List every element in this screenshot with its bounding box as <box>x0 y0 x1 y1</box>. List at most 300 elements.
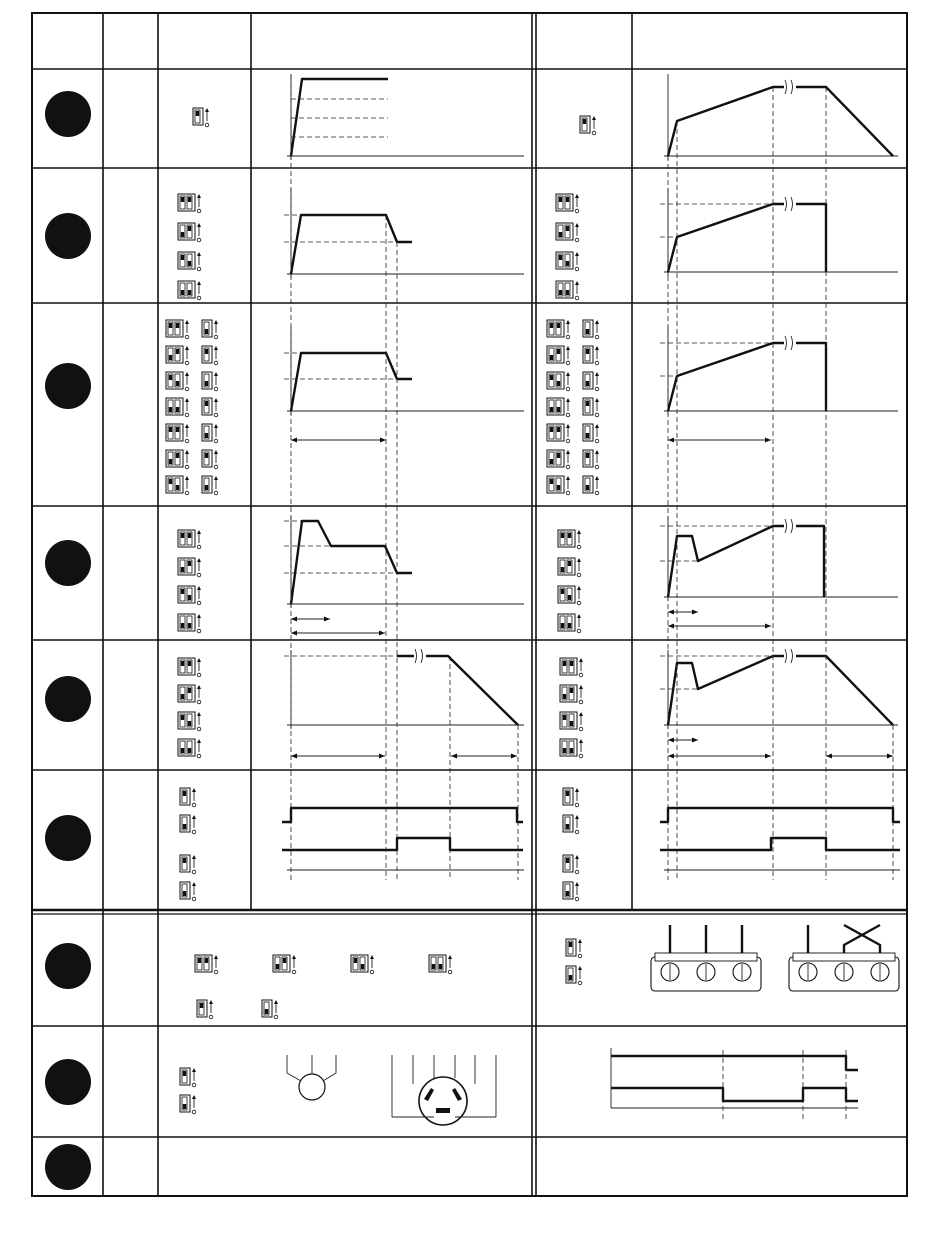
arrow-head <box>292 955 296 959</box>
dip-switch-icon <box>583 476 599 495</box>
switch-lever <box>561 567 564 572</box>
arrow-head <box>592 116 596 120</box>
dip-switch-icon <box>556 252 579 271</box>
switch-lever <box>557 349 560 354</box>
off-mark <box>197 673 201 677</box>
switch-lever <box>561 623 564 628</box>
off-mark <box>578 981 582 985</box>
arrow-head <box>579 658 583 662</box>
switch-lever <box>181 623 184 628</box>
terminal-rail <box>793 953 895 961</box>
dip-switch-icon <box>580 116 596 135</box>
waveform-line <box>660 838 900 850</box>
switch-lever <box>583 119 586 124</box>
switch-lever <box>570 721 573 726</box>
dip-switch-icon <box>180 855 196 874</box>
off-mark <box>577 601 581 605</box>
switch-lever <box>568 623 571 628</box>
dip-switch-icon <box>558 614 581 633</box>
dip-switch-icon <box>273 955 296 974</box>
off-mark <box>185 491 189 495</box>
terminal-block-icon <box>651 925 761 991</box>
dip-switch-icon <box>202 476 218 495</box>
dip-switch-icon <box>556 194 579 213</box>
arrow-head <box>274 1000 278 1004</box>
switch-lever <box>569 942 572 947</box>
switch-lever <box>566 290 569 295</box>
dimension-arrow <box>291 438 297 443</box>
arrow-head <box>566 450 570 454</box>
switch-lever <box>176 407 179 412</box>
switch-lever <box>276 964 279 969</box>
arrow-head <box>566 372 570 376</box>
switch-lever <box>550 355 553 360</box>
off-mark <box>370 970 374 974</box>
arrow-head <box>578 939 582 943</box>
off-mark <box>197 601 201 605</box>
switch-lever <box>188 721 191 726</box>
waveform-line <box>282 808 523 822</box>
off-mark <box>214 387 218 391</box>
dip-switch-icon <box>166 424 189 443</box>
off-mark <box>192 897 196 901</box>
switch-lever <box>188 226 191 231</box>
dip-switch-icon <box>180 1068 196 1087</box>
switch-lever <box>283 958 286 963</box>
dip-switch-icon <box>166 398 189 417</box>
switch-lever <box>205 381 208 386</box>
dip-switch-icon <box>178 252 201 271</box>
arrow-head <box>575 281 579 285</box>
off-mark <box>209 1015 213 1019</box>
off-mark <box>595 387 599 391</box>
off-mark <box>192 1110 196 1114</box>
dimension-arrow <box>451 754 457 759</box>
terminal-block-icon <box>789 925 899 991</box>
arrow-head <box>197 685 201 689</box>
off-mark <box>566 491 570 495</box>
switch-lever <box>569 975 572 980</box>
switch-lever <box>169 459 172 464</box>
off-mark <box>292 970 296 974</box>
arrow-head <box>192 855 196 859</box>
dip-switch-icon <box>178 739 201 758</box>
switch-lever <box>183 858 186 863</box>
off-mark <box>185 439 189 443</box>
switch-lever <box>557 381 560 386</box>
dip-switch-icon <box>202 320 218 339</box>
off-mark <box>185 361 189 365</box>
dip-switch-icon <box>193 108 209 127</box>
switch-lever <box>550 427 553 432</box>
arrow-head <box>197 558 201 562</box>
dip-switch-icon <box>583 450 599 469</box>
dip-switch-icon <box>166 346 189 365</box>
waveform-line <box>668 87 893 156</box>
winding <box>436 1108 450 1113</box>
arrow-head <box>575 815 579 819</box>
off-mark <box>197 727 201 731</box>
filled-circle-icon <box>45 1059 91 1105</box>
waveform-line <box>282 838 523 850</box>
waveform-line <box>291 215 412 274</box>
arrow-head <box>595 398 599 402</box>
off-mark <box>214 439 218 443</box>
dimension-arrow <box>668 610 674 615</box>
dimension-arrow <box>765 624 771 629</box>
arrow-head <box>197 712 201 716</box>
arrow-head <box>192 788 196 792</box>
arrow-head <box>197 586 201 590</box>
switch-lever <box>561 533 564 538</box>
off-mark <box>575 897 579 901</box>
switch-lever <box>188 561 191 566</box>
dip-switch-icon <box>556 223 579 242</box>
switch-lever <box>586 401 589 406</box>
motor-icon <box>419 1077 467 1125</box>
off-mark <box>575 296 579 300</box>
switch-lever <box>181 589 184 594</box>
switch-lever <box>568 561 571 566</box>
switch-lever <box>205 349 208 354</box>
switch-lever <box>181 694 184 699</box>
motor-lead <box>287 1055 301 1081</box>
dip-switch-icon <box>351 955 374 974</box>
waveform-line <box>660 808 900 822</box>
off-mark <box>566 387 570 391</box>
switch-lever <box>550 323 553 328</box>
dip-switch-icon <box>202 372 218 391</box>
switch-lever <box>188 595 191 600</box>
off-mark <box>595 413 599 417</box>
arrow-head <box>185 372 189 376</box>
dip-switch-icon <box>178 685 201 704</box>
arrow-head <box>185 424 189 428</box>
switch-lever <box>557 407 560 412</box>
arrow-head <box>192 882 196 886</box>
arrow-head <box>214 424 218 428</box>
off-mark <box>592 131 596 135</box>
switch-lever <box>561 589 564 594</box>
arrow-head <box>448 955 452 959</box>
arrow-head <box>579 685 583 689</box>
arrow-head <box>214 955 218 959</box>
arrow-head <box>595 476 599 480</box>
arrow-head <box>197 739 201 743</box>
dip-switch-icon <box>563 815 579 834</box>
switch-lever <box>557 323 560 328</box>
switch-lever <box>550 375 553 380</box>
waveform-line <box>668 204 826 272</box>
motor-icon <box>299 1074 325 1100</box>
arrow-head <box>214 398 218 402</box>
dip-switch-icon <box>563 882 579 901</box>
off-mark <box>192 830 196 834</box>
dip-switch-icon <box>166 320 189 339</box>
switch-lever <box>563 748 566 753</box>
dip-switch-icon <box>583 424 599 443</box>
off-mark <box>595 491 599 495</box>
arrow-head <box>575 788 579 792</box>
switch-lever <box>563 694 566 699</box>
off-mark <box>197 238 201 242</box>
dip-switch-icon <box>583 398 599 417</box>
arrow-head <box>595 320 599 324</box>
arrow-head <box>577 558 581 562</box>
switch-lever <box>188 533 191 538</box>
off-mark <box>214 413 218 417</box>
dimension-arrow <box>291 631 297 636</box>
switch-lever <box>169 355 172 360</box>
waveform-line <box>291 79 388 156</box>
off-mark <box>185 335 189 339</box>
arrow-head <box>214 476 218 480</box>
filled-circle-icon <box>45 676 91 722</box>
switch-lever <box>586 453 589 458</box>
off-mark <box>575 870 579 874</box>
dimension-arrow <box>511 754 517 759</box>
arrow-head <box>185 398 189 402</box>
off-mark <box>448 970 452 974</box>
switch-lever <box>176 453 179 458</box>
arrow-head <box>197 658 201 662</box>
arrow-head <box>209 1000 213 1004</box>
arrow-head <box>595 346 599 350</box>
dimension-arrow <box>692 610 698 615</box>
switch-lever <box>586 329 589 334</box>
dimension-arrow <box>826 754 832 759</box>
dip-switch-icon <box>178 712 201 731</box>
off-mark <box>579 727 583 731</box>
switch-lever <box>354 958 357 963</box>
arrow-head <box>566 398 570 402</box>
off-mark <box>192 803 196 807</box>
arrow-head <box>575 223 579 227</box>
dip-switch-icon <box>547 346 570 365</box>
dimension-arrow <box>668 738 674 743</box>
dip-switch-icon <box>560 658 583 677</box>
dip-switch-icon <box>166 372 189 391</box>
off-mark <box>197 267 201 271</box>
off-mark <box>214 491 218 495</box>
switch-lever <box>570 748 573 753</box>
arrow-head <box>185 320 189 324</box>
arrow-head <box>197 614 201 618</box>
arrow-head <box>566 346 570 350</box>
arrow-head <box>185 476 189 480</box>
switch-lever <box>550 479 553 484</box>
switch-lever <box>568 533 571 538</box>
dip-switch-icon <box>558 530 581 549</box>
dip-switch-icon <box>429 955 452 974</box>
switch-lever <box>188 197 191 202</box>
arrow-head <box>579 712 583 716</box>
switch-lever <box>181 748 184 753</box>
dip-switch-icon <box>563 855 579 874</box>
switch-lever <box>183 824 186 829</box>
table-grid <box>32 13 907 1196</box>
dip-switch-icon <box>180 1095 196 1114</box>
switch-lever <box>169 323 172 328</box>
switch-lever <box>176 427 179 432</box>
arrow-head <box>197 530 201 534</box>
arrow-head <box>214 450 218 454</box>
dip-switch-icon <box>560 712 583 731</box>
dip-switch-icon <box>560 685 583 704</box>
filled-circle-icon <box>45 540 91 586</box>
arrow-head <box>214 346 218 350</box>
switch-lever <box>361 964 364 969</box>
off-mark <box>214 970 218 974</box>
dimension-arrow <box>668 624 674 629</box>
switch-lever <box>563 661 566 666</box>
switch-lever <box>205 453 208 458</box>
off-mark <box>595 465 599 469</box>
connection-drawings <box>287 925 899 1125</box>
switch-lever <box>176 349 179 354</box>
off-mark <box>205 123 209 127</box>
switch-lever <box>550 407 553 412</box>
arrow-head <box>192 1068 196 1072</box>
dip-switch-icon <box>178 530 201 549</box>
arrow-head <box>197 194 201 198</box>
table-border <box>32 13 907 1196</box>
switch-lever <box>169 407 172 412</box>
arrow-head <box>575 882 579 886</box>
switch-lever <box>188 661 191 666</box>
arrow-head <box>575 252 579 256</box>
waveform-line <box>397 656 518 725</box>
terminal-rail <box>655 953 757 961</box>
switch-lever <box>181 567 184 572</box>
dimension-arrow <box>692 738 698 743</box>
dip-switch-icon <box>566 939 582 958</box>
off-mark <box>566 439 570 443</box>
dip-switch-icon <box>180 815 196 834</box>
arrow-head <box>197 223 201 227</box>
arrow-head <box>566 476 570 480</box>
switch-lever <box>566 226 569 231</box>
dip-switch-icon <box>547 424 570 443</box>
switch-lever <box>586 433 589 438</box>
off-mark <box>578 954 582 958</box>
dip-switch-icon <box>166 476 189 495</box>
arrow-head <box>578 966 582 970</box>
dip-switch-icon <box>560 739 583 758</box>
filled-circle-icon <box>45 91 91 137</box>
switch-lever <box>188 261 191 266</box>
filled-circle-icon <box>45 363 91 409</box>
switch-lever <box>205 433 208 438</box>
switch-lever <box>183 791 186 796</box>
dip-switch-icon <box>178 586 201 605</box>
waveform-line <box>291 353 412 411</box>
dip-switch-icon <box>202 424 218 443</box>
arrow-head <box>595 450 599 454</box>
off-mark <box>197 545 201 549</box>
arrow-head <box>595 424 599 428</box>
dip-switch-icon <box>178 558 201 577</box>
dip-switch-icon <box>547 372 570 391</box>
switch-lever <box>566 197 569 202</box>
dimension-arrow <box>291 754 297 759</box>
switch-lever <box>550 459 553 464</box>
off-mark <box>214 335 218 339</box>
dimension-arrow <box>379 754 385 759</box>
switch-lever <box>566 791 569 796</box>
arrow-head <box>197 252 201 256</box>
off-mark <box>197 573 201 577</box>
switch-lever <box>181 197 184 202</box>
switch-lever <box>557 453 560 458</box>
switch-lever <box>586 349 589 354</box>
off-mark <box>185 465 189 469</box>
filled-circle-icon <box>45 1144 91 1190</box>
waveform-line <box>611 1088 858 1101</box>
dip-switch-icon <box>180 788 196 807</box>
arrow-head <box>214 320 218 324</box>
dip-switch-icon <box>566 966 582 985</box>
dip-switch-icon <box>563 788 579 807</box>
arrow-head <box>577 586 581 590</box>
dip-switch-icon <box>202 346 218 365</box>
off-mark <box>595 439 599 443</box>
switch-lever <box>176 381 179 386</box>
dimension-arrow <box>887 754 893 759</box>
waveform-line <box>668 656 893 725</box>
switch-lever <box>559 197 562 202</box>
dip-switch-icon <box>547 320 570 339</box>
off-mark <box>575 238 579 242</box>
off-mark <box>185 387 189 391</box>
dip-switch-icon <box>202 450 218 469</box>
switch-lever <box>559 255 562 260</box>
dip-switch-icon <box>195 955 218 974</box>
switch-lever <box>570 661 573 666</box>
off-mark <box>185 413 189 417</box>
off-mark <box>575 267 579 271</box>
dimension-arrow <box>379 631 385 636</box>
switch-lever <box>205 485 208 490</box>
switch-lever <box>181 715 184 720</box>
dip-switch-icon <box>262 1000 278 1019</box>
switch-lever <box>563 715 566 720</box>
off-mark <box>566 413 570 417</box>
switch-lever <box>566 858 569 863</box>
dip-switch-icon <box>547 450 570 469</box>
off-mark <box>197 209 201 213</box>
dip-switch-icon <box>583 346 599 365</box>
waveform-line <box>291 521 412 604</box>
off-mark <box>579 673 583 677</box>
off-mark <box>575 830 579 834</box>
switch-lever <box>205 401 208 406</box>
off-mark <box>577 545 581 549</box>
dimension-arrow <box>765 754 771 759</box>
switch-lever <box>181 290 184 295</box>
dimension-arrow <box>765 438 771 443</box>
switch-lever <box>586 485 589 490</box>
dip-switch-icon <box>558 558 581 577</box>
off-mark <box>579 754 583 758</box>
switch-lever <box>188 748 191 753</box>
switch-lever <box>183 891 186 896</box>
filled-circle-icon <box>45 213 91 259</box>
arrow-head <box>205 108 209 112</box>
switch-lever <box>169 375 172 380</box>
switch-lever <box>200 1003 203 1008</box>
dimension-arrow <box>324 617 330 622</box>
